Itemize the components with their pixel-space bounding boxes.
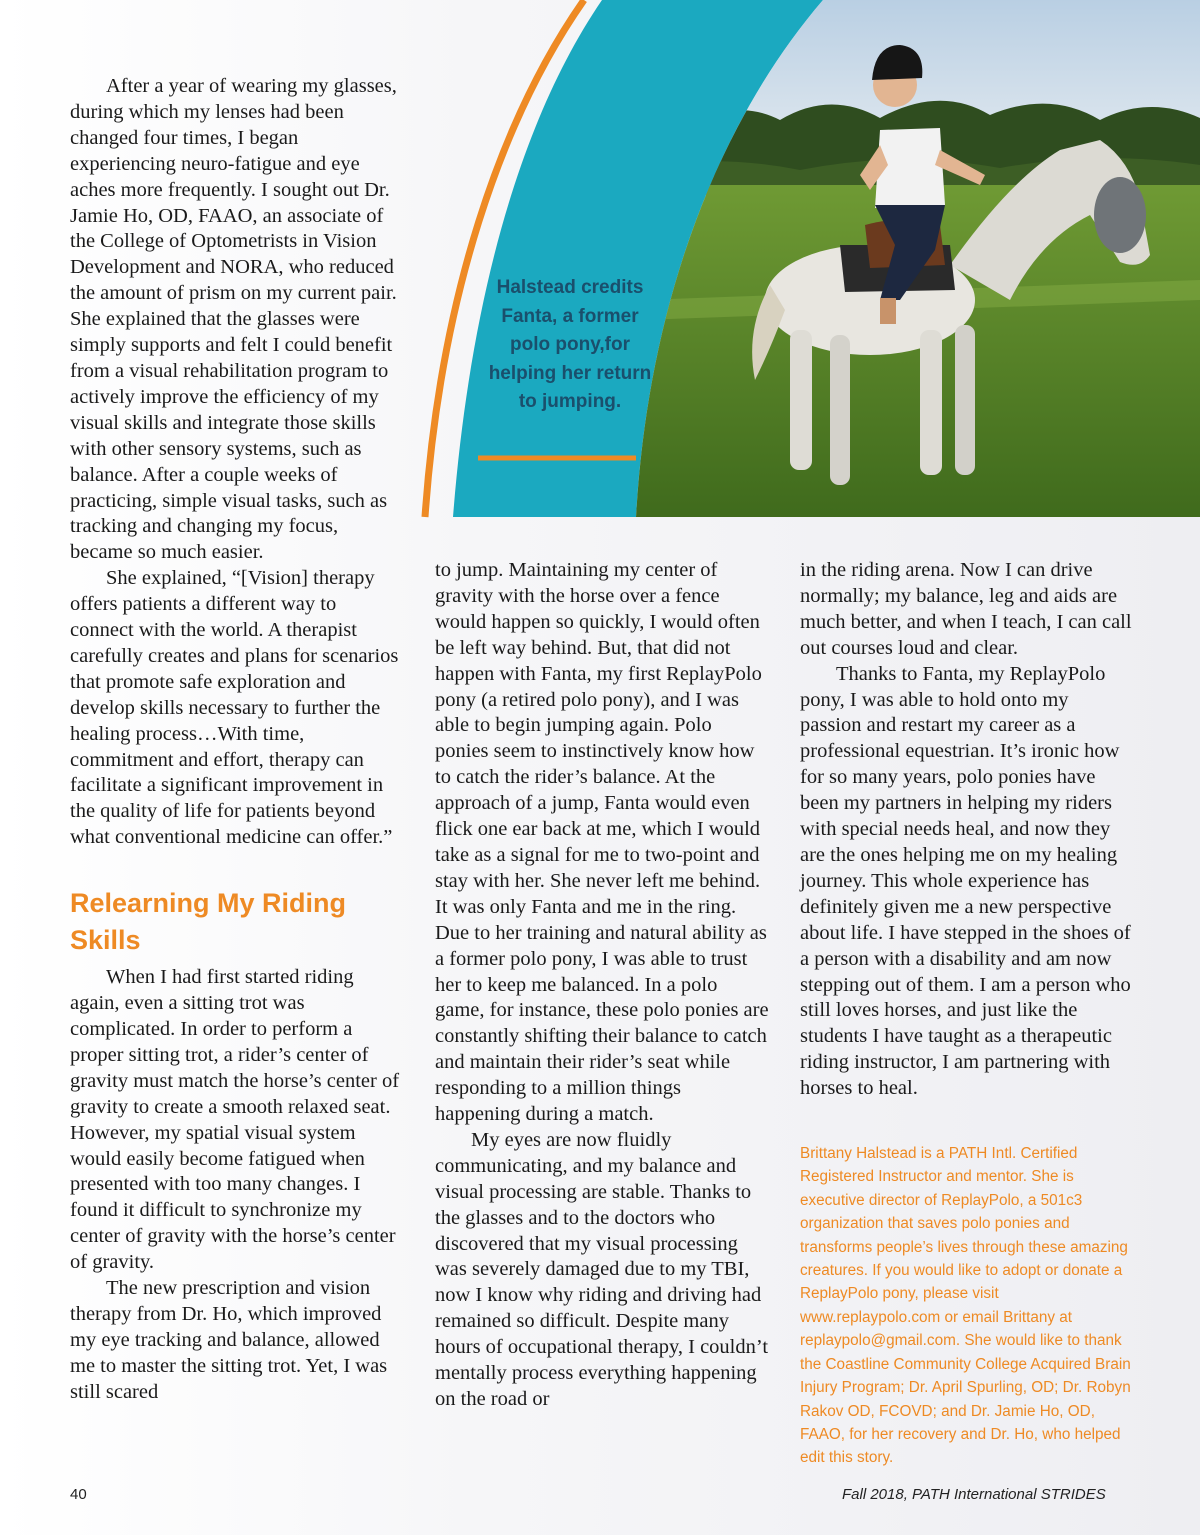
paragraph: in the riding arena. Now I can drive normally; my balance, leg and aids are much better, and when I teach, I can call out courses loud and clear. bbox=[800, 559, 1132, 659]
author-bio: Brittany Halstead is a PATH Intl. Certified Registered Instructor and mentor. She is executive director of ReplayPolo, a 501c3 organization that saves polo ponies and transforms people’s lives through these amazing creatures. If you would like to adopt or donate a ReplayPolo pony, please visit www.replaypolo.com or email Brittany at replaypolo@gmail.com. She would like to thank the Coastline Community College Acquired Brain Injury Program; Dr. April Spurling, OD; Dr. Robyn Rakov OD, FCOVD; and Dr. Jamie Ho, OD, FAAO, for her recovery and Dr. Ho, who helped edit this story. bbox=[800, 1145, 1131, 1467]
page-number: 40 bbox=[70, 1486, 87, 1503]
paragraph: She explained, “[Vision] therapy offers patients a different way to connect with the world. A therapist carefully creates and plans for scenarios that promote safe exploration and develop skills necessary to further the healing process…With time, commitment and effort, therapy can facilitate a significant improvement in the quality of life for patients beyond what conventional medicine can offer.” bbox=[70, 567, 399, 849]
paragraph: My eyes are now fluidly communicating, and my balance and visual processing are stable. Thanks to the glasses and to the doctors who discovered that my visual processing was severely damaged due to my TBI, now I know why riding and driving had remained so difficult. Despite many hours of occupational therapy, I couldn’t mentally process everything happening on the road or bbox=[435, 1128, 769, 1410]
column-1 bbox=[70, 74, 405, 1406]
paragraph: The new prescription and vision therapy from Dr. Ho, which improved my eye tracking and balance, allowed me to master the sitting trot. Yet, I was still scared bbox=[70, 1277, 388, 1403]
paragraph: When I had first started riding again, even a sitting trot was complicated. In order to perform a proper sitting trot, a rider’s center of gravity must match the horse’s center of gravity to create a smooth relaxed seat. However, my spatial visual system would easily become fatigued when presented with too many changes. I found it difficult to synchronize my center of gravity with the horse’s center of gravity. bbox=[70, 966, 400, 1274]
photo-caption: Halstead credits Fanta, a former polo pony,for helping her return to jumping. bbox=[488, 277, 652, 412]
magazine-issue: Fall 2018, PATH International STRIDES bbox=[842, 1486, 1106, 1503]
column-3 bbox=[800, 558, 1135, 1470]
section-heading: Relearning My Riding Skills bbox=[70, 888, 347, 956]
paragraph: to jump. Maintaining my center of gravity with the horse over a fence would happen so quickly, I would often be left way behind. But, that did not happen with Fanta, my first ReplayPolo pony (a retired polo pony), and I was able to begin jumping again. Polo ponies seem to instinctively know how to catch the rider’s balance. At the approach of a jump, Fanta would even flick one ear back at me, which I would take as a signal for me to two-point and stay with her. She never left me behind. It was only Fanta and me in the ring. Due to her training and natural ability as a former polo pony, I was able to trust her to keep me balanced. In a polo game, for instance, these polo ponies are constantly shifting their balance to catch and maintain their rider’s seat while responding to a million things happening during a match. bbox=[435, 559, 769, 1126]
column-2 bbox=[435, 558, 770, 1413]
paragraph: After a year of wearing my glasses, during which my lenses had been changed four times, I began experiencing neuro-fatigue and eye aches more frequently. I sought out Dr. Jamie Ho, OD, FAAO, an associate of the College of Optometrists in Vision Development and NORA, who reduced the amount of prism on my current pair. She explained that the glasses were simply supports and felt I could benefit from a visual rehabilitation program to actively improve the efficiency of my visual skills and integrate those skills with other sensory systems, such as balance. After a couple weeks of practicing, simple visual tasks, such as tracking and changing my focus, became so much easier. bbox=[70, 75, 397, 564]
paragraph: Thanks to Fanta, my ReplayPolo pony, I was able to hold onto my passion and restart my career as a professional equestrian. It’s ironic how for so many years, polo ponies have been my partners in helping my riders with special needs heal, and now they are the ones helping me on my healing journey. This whole experience has definitely given me a new perspective about life. I have stepped in the shoes of a person with a disability and am now stepping out of them. I am a person who still loves horses, and just like the students I have taught as a therapeutic riding instructor, I am partnering with horses to heal. bbox=[800, 662, 1131, 1100]
